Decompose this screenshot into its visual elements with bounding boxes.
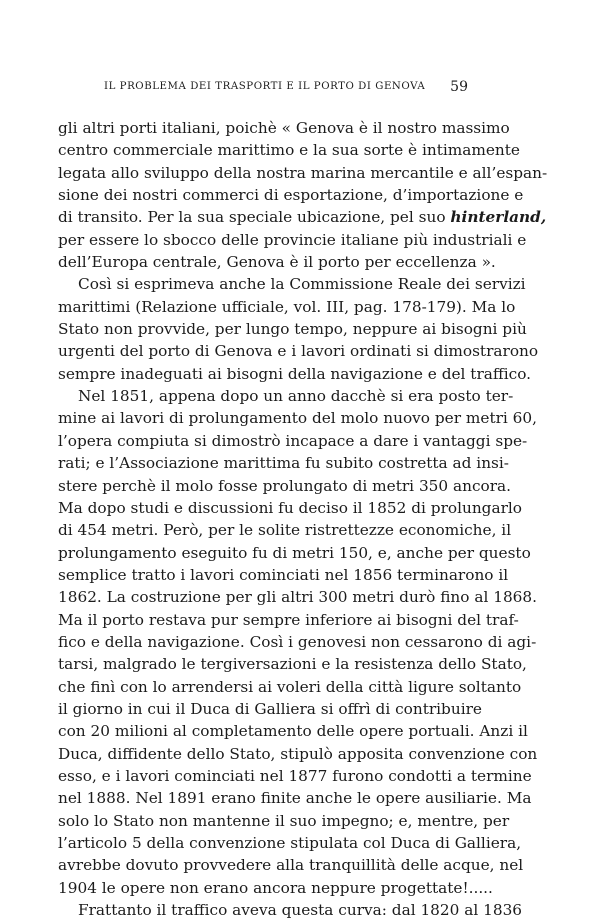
text-line: 1862. La costruzione per gli altri 300 metri durò fino al 1868.: [58, 588, 537, 607]
text-line: prolungamento eseguito fu di metri 150, e, anche per questo: [58, 543, 531, 562]
text-line: [58, 206, 547, 228]
text-line: semplice tratto i lavori cominciati nel 1856 terminarono il: [58, 565, 509, 584]
text-line: nel 1888. Nel 1891 erano finite anche le opere ausiliarie. Ma: [58, 789, 532, 808]
text-line: tarsi, malgrado le tergiversazioni e la resistenza dello Stato,: [58, 655, 527, 674]
text-line: Frattanto il traffico aveva questa curva: dal 1820 al 1836: [78, 901, 523, 920]
text-line: Ma il porto restava pur sempre inferiore ai bisogni del traf-: [58, 610, 519, 629]
running-header: [104, 79, 468, 99]
text-line: Duca, diffidente dello Stato, stipulò apposita convenzione con: [58, 744, 538, 763]
text-line: di 454 metri. Però, per le solite ristrettezze economiche, il: [58, 521, 512, 540]
text-line: Nel 1851, appena dopo un anno dacchè si era posto ter-: [78, 387, 514, 406]
text-line: che finì con lo arrendersi ai voleri della città ligure soltanto: [58, 677, 522, 696]
text-line: rati; e l’Associazione marittima fu subito costretta ad insi-: [58, 454, 509, 473]
running-title: IL PROBLEMA DEI TRASPORTI E IL PORTO DI GENOVA: [104, 81, 426, 92]
text-line: fico e della navigazione. Così i genovesi non cessarono di agi-: [58, 632, 537, 651]
text-line: sempre inadeguati ai bisogni della navigazione e del traffico.: [58, 364, 532, 383]
text-line: mine ai lavori di prolungamento del molo nuovo per metri 60,: [58, 409, 537, 428]
text-line: 1904 le opere non erano ancora neppure progettate!.....: [58, 878, 493, 897]
text-line-segment: di transito. Per la sua speciale ubicazione, pel suo: [58, 208, 446, 227]
text-line: centro commerciale marittimo e la sua sorte è intimamente: [58, 141, 520, 160]
text-line: Ma dopo studi e discussioni fu deciso il 1852 di prolungarlo: [58, 498, 523, 517]
text-line: stere perchè il molo fosse prolungato di metri 350 ancora.: [58, 476, 512, 495]
page-number: 59: [450, 79, 468, 95]
text-line: con 20 milioni al completamento delle opere portuali. Anzi il: [58, 722, 528, 741]
text-line: il giorno in cui il Duca di Galliera si offrì di contribuire: [58, 699, 482, 718]
text-line: solo lo Stato non mantenne il suo impegno; e, mentre, per: [58, 811, 510, 830]
text-line: Così si esprimeva anche la Commissione Reale dei servizi: [78, 275, 526, 294]
text-line: gli altri porti italiani, poichè « Genova è il nostro massimo: [58, 119, 510, 137]
text-line: avrebbe dovuto provvedere alla tranquillità delle acque, nel: [58, 856, 524, 875]
text-line: sione dei nostri commerci di esportazione, d’importazione e: [58, 186, 524, 205]
text-line: urgenti del porto di Genova e i lavori ordinati si dimostrarono: [58, 342, 539, 361]
text-line: per essere lo sbocco delle provincie italiane più industriali e: [58, 230, 527, 249]
text-line: marittimi (Relazione ufficiale, vol. III, pag. 178-179). Ma lo: [58, 297, 516, 316]
text-line: l’articolo 5 della convenzione stipulata col Duca di Galliera,: [58, 834, 522, 852]
text-line: Stato non provvide, per lungo tempo, neppure ai bisogni più: [58, 320, 527, 339]
emphasized-word: hinterland,: [450, 208, 547, 227]
body-text: [58, 117, 548, 921]
text-line: esso, e i lavori cominciati nel 1877 furono condotti a termine: [58, 766, 532, 785]
text-line: l’opera compiuta si dimostrò incapace a dare i vantaggi spe-: [58, 431, 528, 450]
text-line: legata allo sviluppo della nostra marina mercantile e all’espan-: [58, 163, 548, 182]
text-line: dell’Europa centrale, Genova è il porto per eccellenza ».: [58, 253, 496, 272]
